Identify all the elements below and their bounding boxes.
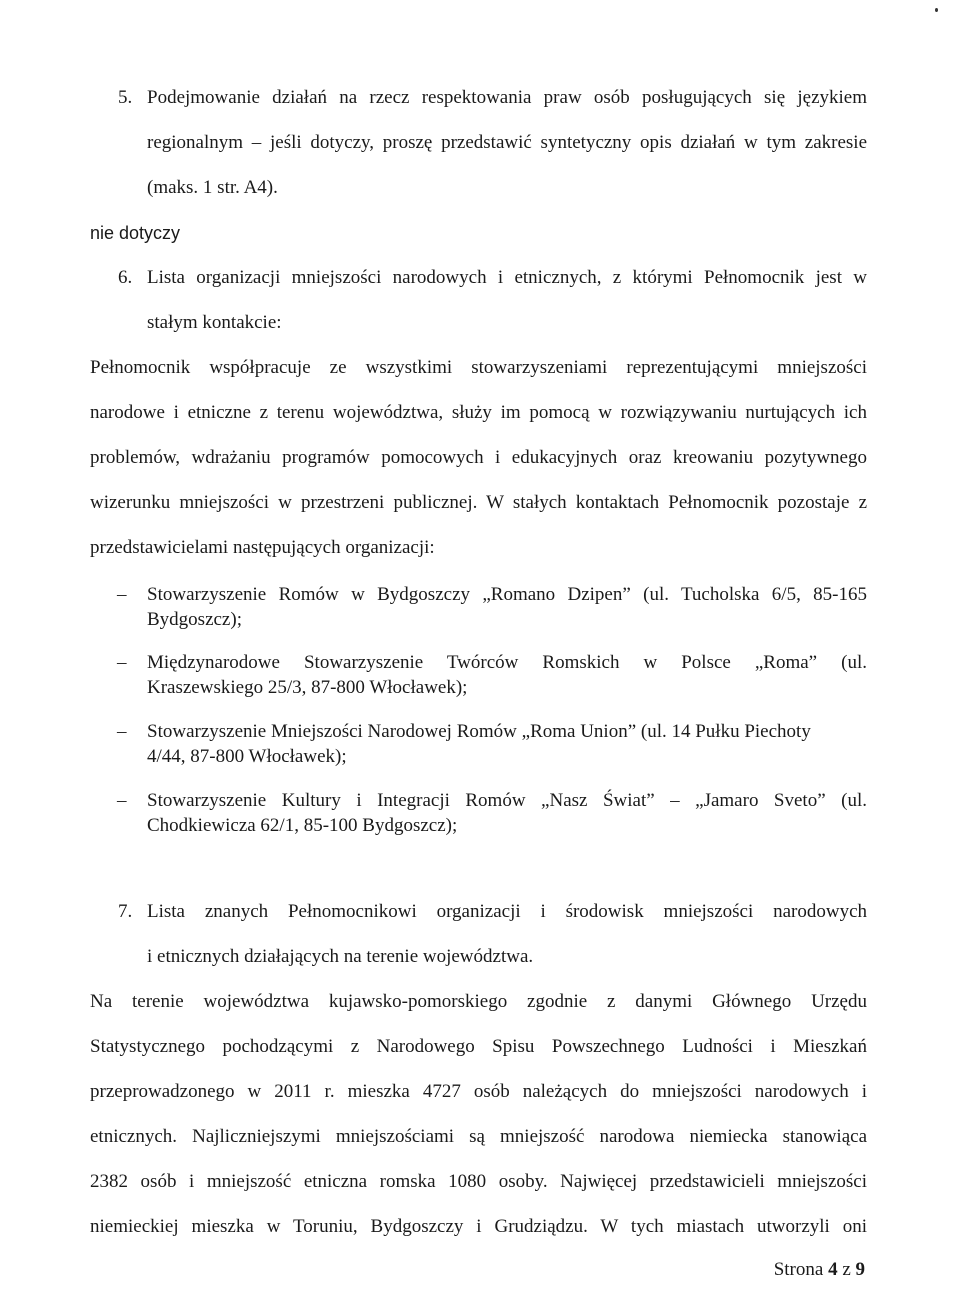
section7-number: 7. [118,901,133,922]
org-line1: Międzynarodowe Stowarzyszenie Twórców Romskich w Polsce „Roma” (ul. [147,652,867,673]
footer-separator: z [837,1259,856,1280]
section5-number: 5. [118,87,133,108]
section7-line1: Lista znanych Pełnomocnikowi organizacji i środowisk mniejszości narodowych [147,901,867,922]
section7-para-line: Statystycznego pochodzącymi z Narodowego Spisu Powszechnego Ludności i Mieszkań [90,1036,867,1057]
list-dash: – [117,721,127,742]
section7-line2: i etnicznych działających na terenie województwa. [147,946,534,967]
org-line1: Stowarzyszenie Romów w Bydgoszczy „Romano Dzipen” (ul. Tucholska 6/5, 85-165 [147,584,867,605]
footer-prefix: Strona [773,1259,829,1280]
section6-para-line: wizerunku mniejszości w przestrzeni publicznej. W stałych kontaktach Pełnomocnik pozostaje z [90,492,867,513]
section6-para-line: przedstawicielami następujących organizacji: [90,537,435,558]
section7-para-line: niemieckiej mieszka w Toruniu, Bydgoszczy i Grudziądzu. W tych miastach utworzyli oni [90,1216,867,1237]
section6-para-line: Pełnomocnik współpracuje ze wszystkimi stowarzyszeniami reprezentującymi mniejszości [90,357,867,378]
section7-para-line: etnicznych. Najliczniejszymi mniejszościami są mniejszość narodowa niemiecka stanowiąca [90,1126,867,1147]
org-line2: Bydgoszcz); [147,609,242,630]
scan-speck [935,8,938,12]
org-line2: Chodkiewicza 62/1, 85-100 Bydgoszcz); [147,815,458,836]
footer-total-pages: 9 [855,1259,865,1280]
section7-para-line: Na terenie województwa kujawsko-pomorskiego zgodnie z danymi Głównego Urzędu [90,991,867,1012]
section5-line2: regionalnym – jeśli dotyczy, proszę przedstawić syntetyczny opis działań w tym zakresie [147,132,867,153]
section5-line1: Podejmowanie działań na rzecz respektowania praw osób posługujących się językiem [147,87,867,108]
org-line1: Stowarzyszenie Kultury i Integracji Romów „Nasz Świat” – „Jamaro Sveto” (ul. [147,790,867,811]
section5-answer: nie dotyczy [90,223,181,243]
org-line2: Kraszewskiego 25/3, 87-800 Włocławek); [147,677,468,698]
org-line1: Stowarzyszenie Mniejszości Narodowej Romów „Roma Union” (ul. 14 Pułku Piechoty [147,721,811,742]
footer-page-number: 4 [828,1259,838,1280]
section7-para-line: przeprowadzonego w 2011 r. mieszka 4727 osób należących do mniejszości narodowych i [90,1081,867,1102]
section7-para-line: 2382 osób i mniejszość etniczna romska 1080 osoby. Najwięcej przedstawicieli mniejszości [90,1171,867,1192]
list-dash: – [117,790,127,811]
org-line2: 4/44, 87-800 Włocławek); [147,746,347,767]
section6-para-line: narodowe i etniczne z terenu województwa, służy im pomocą w rozwiązywaniu nurtujących ich [90,402,867,423]
section6-line2: stałym kontakcie: [147,312,282,333]
list-dash: – [117,584,127,605]
section5-line3: (maks. 1 str. A4). [147,177,278,198]
page-footer [774,1258,865,1282]
section6-number: 6. [118,267,133,288]
section6-line1: Lista organizacji mniejszości narodowych i etnicznych, z którymi Pełnomocnik jest w [147,267,867,288]
list-dash: – [117,652,127,673]
section6-para-line: problemów, wdrażaniu programów pomocowych i edukacyjnych oraz kreowaniu pozytywnego [90,447,867,468]
